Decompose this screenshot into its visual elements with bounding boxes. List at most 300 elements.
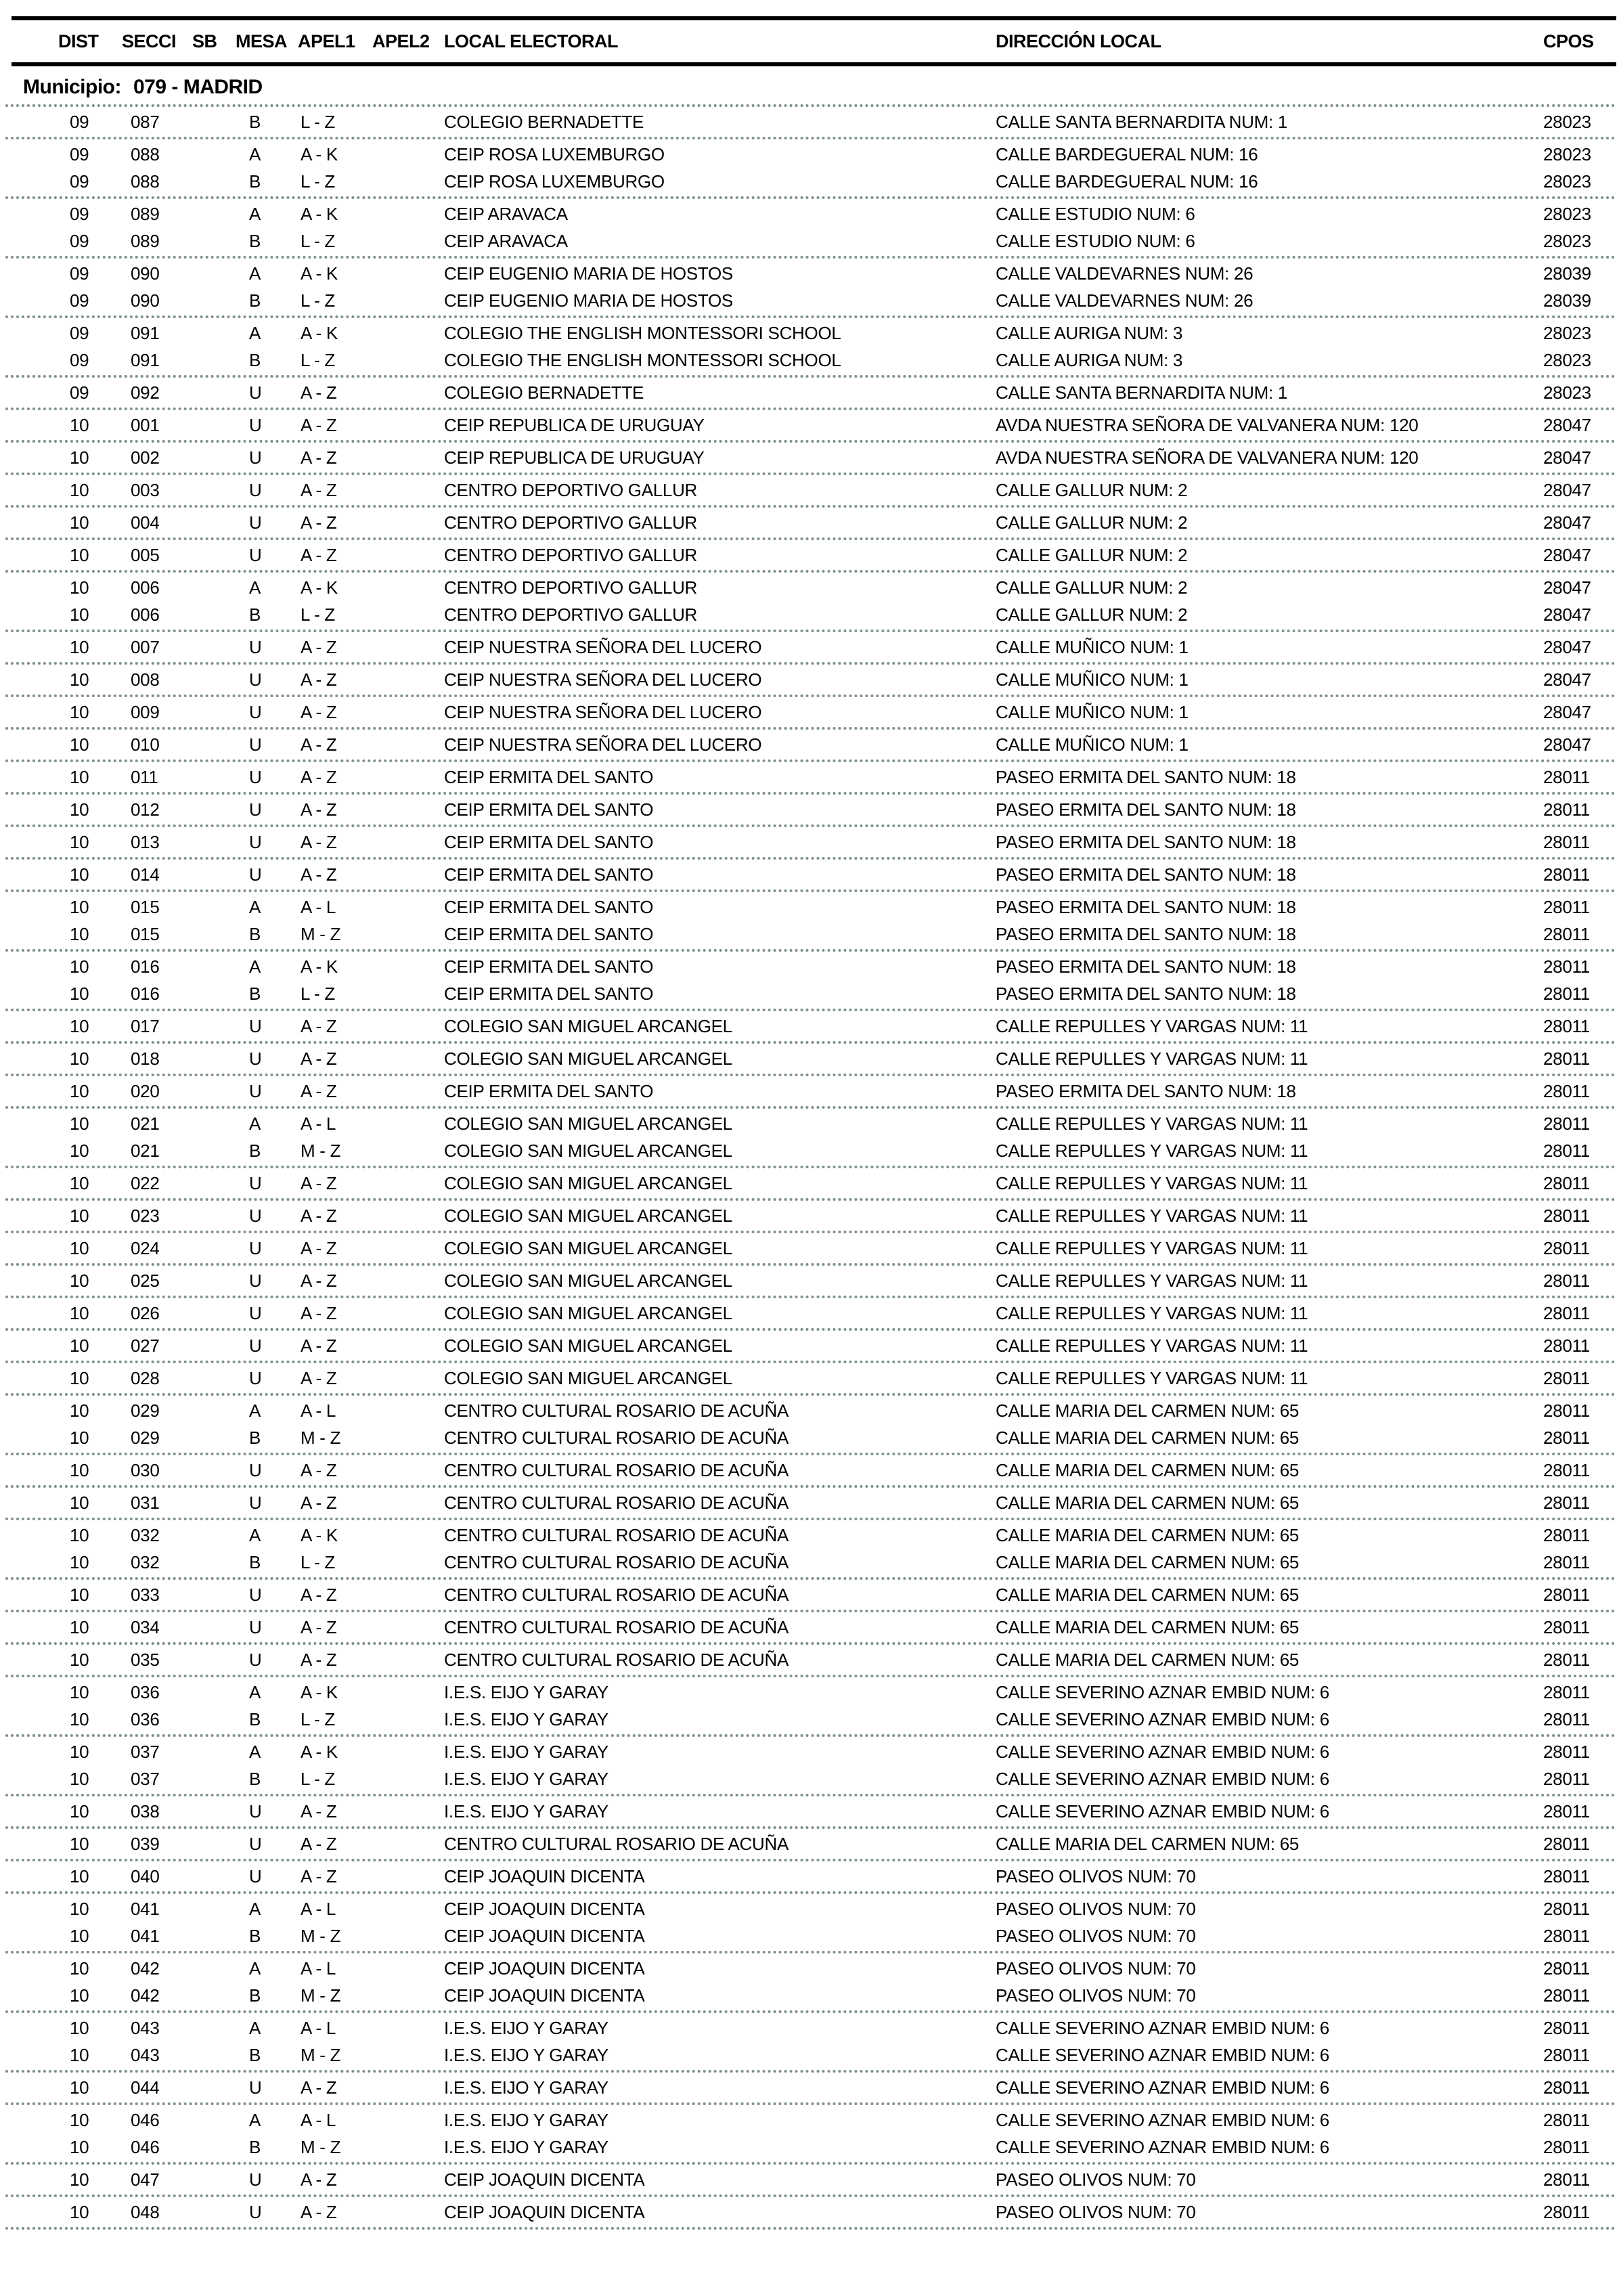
table-row xyxy=(5,2014,1616,2041)
cell-apel1: A - Z xyxy=(301,1585,337,1605)
cell-dist: 10 xyxy=(70,1525,89,1545)
cell-direccion: CALLE MARIA DEL CARMEN NUM: 65 xyxy=(996,1617,1300,1637)
cell-apel2 xyxy=(372,200,444,227)
cell-cpos: 28011 xyxy=(1543,2045,1590,2065)
table-row xyxy=(5,319,1616,347)
cell-sb xyxy=(192,1738,236,1765)
cell-cpos: 28011 xyxy=(1543,1081,1590,1101)
cell-mesa: A xyxy=(249,2110,261,2130)
cell-cpos: 28039 xyxy=(1543,263,1591,284)
cell-mesa: U xyxy=(249,1493,262,1513)
cell-apel1: A - Z xyxy=(301,1493,337,1513)
cell-cpos: 28047 xyxy=(1543,637,1591,657)
cell-dist: 10 xyxy=(70,2110,89,2130)
cell-direccion: CALLE GALLUR NUM: 2 xyxy=(996,480,1188,500)
table-row xyxy=(5,1267,1616,1294)
cell-direccion: PASEO OLIVOS NUM: 70 xyxy=(996,2202,1196,2222)
cell-dist: 10 xyxy=(70,447,89,468)
cell-apel2 xyxy=(372,1078,444,1105)
cell-cpos: 28047 xyxy=(1543,415,1591,435)
table-row xyxy=(5,2074,1616,2101)
cell-apel1: A - Z xyxy=(301,480,337,500)
cell-sb xyxy=(192,1646,236,1673)
cell-direccion: PASEO ERMITA DEL SANTO NUM: 18 xyxy=(996,864,1296,885)
table-row xyxy=(5,1581,1616,1608)
cell-cpos: 28023 xyxy=(1543,323,1591,343)
cell-apel1: A - Z xyxy=(301,832,337,852)
cell-secci: 037 xyxy=(131,1769,160,1789)
cell-direccion: CALLE REPULLES Y VARGAS NUM: 11 xyxy=(996,1368,1308,1388)
table-row xyxy=(5,542,1616,569)
cell-apel1: A - Z xyxy=(301,1335,337,1356)
section-group xyxy=(5,795,1616,827)
section-group xyxy=(5,107,1616,139)
municipio-label: Municipio: xyxy=(23,76,121,98)
cell-local: COLEGIO BERNADETTE xyxy=(444,382,644,403)
cell-local: CENTRO DEPORTIVO GALLUR xyxy=(444,577,698,598)
cell-dist: 10 xyxy=(70,512,89,533)
table-row xyxy=(5,412,1616,439)
cell-secci: 036 xyxy=(131,1682,160,1702)
cell-secci: 015 xyxy=(131,897,160,917)
cell-secci: 018 xyxy=(131,1048,160,1069)
row-spacer xyxy=(5,634,58,661)
cell-apel1: A - Z xyxy=(301,1866,337,1886)
cell-apel1: A - Z xyxy=(301,2169,337,2190)
section-group xyxy=(5,139,1616,199)
cell-direccion: CALLE BARDEGUERAL NUM: 16 xyxy=(996,171,1258,192)
row-spacer xyxy=(5,1646,58,1673)
section-group xyxy=(5,508,1616,540)
section-group xyxy=(5,1645,1616,1677)
cell-cpos: 28011 xyxy=(1543,1016,1590,1036)
cell-apel2 xyxy=(372,1738,444,1765)
column-header-direccion: DIRECCIÓN LOCAL xyxy=(996,30,1161,51)
cell-apel1: A - Z xyxy=(301,447,337,468)
cell-cpos: 28047 xyxy=(1543,604,1591,625)
cell-local: COLEGIO SAN MIGUEL ARCANGEL xyxy=(444,1016,732,1036)
cell-secci: 025 xyxy=(131,1271,160,1291)
cell-cpos: 28011 xyxy=(1543,956,1590,977)
cell-local: CEIP JOAQUIN DICENTA xyxy=(444,1866,645,1886)
cell-apel1: L - Z xyxy=(301,290,335,311)
cell-local: CEIP ERMITA DEL SANTO xyxy=(444,897,654,917)
cell-secci: 088 xyxy=(131,171,160,192)
cell-sb xyxy=(192,2166,236,2193)
cell-mesa: U xyxy=(249,1303,262,1323)
cell-sb xyxy=(192,1202,236,1229)
cell-apel2 xyxy=(372,1581,444,1608)
row-spacer xyxy=(5,2041,58,2069)
cell-dist: 10 xyxy=(70,897,89,917)
cell-cpos: 28011 xyxy=(1543,1552,1590,1572)
table-row xyxy=(5,1137,1616,1164)
cell-secci: 021 xyxy=(131,1141,160,1161)
cell-sb xyxy=(192,953,236,980)
cell-dist: 10 xyxy=(70,1335,89,1356)
cell-apel2 xyxy=(372,893,444,921)
cell-direccion: CALLE MARIA DEL CARMEN NUM: 65 xyxy=(996,1650,1300,1670)
row-spacer xyxy=(5,1202,58,1229)
cell-apel1: A - Z xyxy=(301,1460,337,1480)
cell-cpos: 28011 xyxy=(1543,1335,1590,1356)
table-row xyxy=(5,1830,1616,1857)
cell-secci: 033 xyxy=(131,1585,160,1605)
cell-cpos: 28011 xyxy=(1543,984,1590,1004)
table-row xyxy=(5,921,1616,948)
cell-secci: 043 xyxy=(131,2018,160,2038)
section-group xyxy=(5,1044,1616,1076)
cell-dist: 10 xyxy=(70,2077,89,2098)
section-group xyxy=(5,952,1616,1011)
cell-direccion: CALLE REPULLES Y VARGAS NUM: 11 xyxy=(996,1238,1308,1258)
cell-local: CEIP NUESTRA SEÑORA DEL LUCERO xyxy=(444,702,762,722)
table-row xyxy=(5,1110,1616,1137)
cell-mesa: B xyxy=(249,1141,261,1161)
cell-dist: 10 xyxy=(70,577,89,598)
cell-mesa: A xyxy=(249,1400,261,1421)
cell-sb xyxy=(192,319,236,347)
cell-secci: 041 xyxy=(131,1899,160,1919)
table-row xyxy=(5,2134,1616,2161)
cell-mesa: U xyxy=(249,864,262,885)
cell-apel2 xyxy=(372,542,444,569)
cell-cpos: 28011 xyxy=(1543,1368,1590,1388)
cell-mesa: B xyxy=(249,1428,261,1448)
table-row xyxy=(5,1300,1616,1327)
cell-dist: 09 xyxy=(70,290,89,311)
cell-local: I.E.S. EIJO Y GARAY xyxy=(444,2018,608,2038)
table-row xyxy=(5,574,1616,601)
cell-dist: 10 xyxy=(70,734,89,755)
cell-apel2 xyxy=(372,1798,444,1825)
cell-local: CENTRO DEPORTIVO GALLUR xyxy=(444,604,698,625)
cell-apel1: A - L xyxy=(301,897,336,917)
cell-local: I.E.S. EIJO Y GARAY xyxy=(444,2137,608,2157)
cell-sb xyxy=(192,1045,236,1072)
table-row xyxy=(5,509,1616,536)
row-spacer xyxy=(5,319,58,347)
cell-dist: 10 xyxy=(70,2137,89,2157)
cell-apel1: L - Z xyxy=(301,112,335,132)
cell-local: CENTRO CULTURAL ROSARIO DE ACUÑA xyxy=(444,1493,789,1513)
cell-secci: 020 xyxy=(131,1081,160,1101)
cell-apel2 xyxy=(372,1895,444,1922)
table-row xyxy=(5,1982,1616,2009)
row-spacer xyxy=(5,1457,58,1484)
cell-secci: 032 xyxy=(131,1525,160,1545)
cell-apel1: A - L xyxy=(301,2110,336,2130)
row-spacer xyxy=(5,1614,58,1641)
cell-local: CEIP NUESTRA SEÑORA DEL LUCERO xyxy=(444,637,762,657)
cell-mesa: B xyxy=(249,1985,261,2006)
row-spacer xyxy=(5,477,58,504)
cell-local: I.E.S. EIJO Y GARAY xyxy=(444,2077,608,2098)
row-spacer xyxy=(5,141,58,168)
table-row xyxy=(5,666,1616,693)
cell-mesa: A xyxy=(249,1525,261,1545)
cell-mesa: U xyxy=(249,2169,262,2190)
cell-apel1: A - K xyxy=(301,956,338,977)
cell-local: CEIP ERMITA DEL SANTO xyxy=(444,984,654,1004)
row-spacer xyxy=(5,980,58,1007)
cell-direccion: CALLE GALLUR NUM: 2 xyxy=(996,604,1188,625)
cell-apel2 xyxy=(372,796,444,823)
row-spacer xyxy=(5,200,58,227)
section-group xyxy=(5,1612,1616,1645)
section-group xyxy=(5,827,1616,860)
row-spacer xyxy=(5,1137,58,1164)
cell-mesa: B xyxy=(249,2045,261,2065)
section-group xyxy=(5,632,1616,665)
cell-sb xyxy=(192,412,236,439)
cell-dist: 10 xyxy=(70,637,89,657)
row-spacer xyxy=(5,287,58,314)
cell-secci: 042 xyxy=(131,1958,160,1979)
cell-apel2 xyxy=(372,1830,444,1857)
cell-dist: 10 xyxy=(70,1650,89,1670)
cell-mesa: U xyxy=(249,545,262,565)
cell-sb xyxy=(192,601,236,628)
cell-local: COLEGIO THE ENGLISH MONTESSORI SCHOOL xyxy=(444,350,841,370)
cell-sb xyxy=(192,168,236,195)
cell-direccion: PASEO ERMITA DEL SANTO NUM: 18 xyxy=(996,924,1296,944)
cell-local: CEIP ROSA LUXEMBURGO xyxy=(444,144,665,164)
cell-local: COLEGIO SAN MIGUEL ARCANGEL xyxy=(444,1335,732,1356)
cell-local: CEIP ERMITA DEL SANTO xyxy=(444,799,654,820)
cell-secci: 006 xyxy=(131,604,160,625)
cell-direccion: CALLE SEVERINO AZNAR EMBID NUM: 6 xyxy=(996,2137,1329,2157)
cell-cpos: 28011 xyxy=(1543,1271,1590,1291)
cell-mesa: U xyxy=(249,1238,262,1258)
cell-cpos: 28047 xyxy=(1543,545,1591,565)
cell-mesa: U xyxy=(249,2202,262,2222)
cell-dist: 10 xyxy=(70,1428,89,1448)
cell-direccion: CALLE SEVERINO AZNAR EMBID NUM: 6 xyxy=(996,1801,1329,1822)
section-group xyxy=(5,540,1616,573)
cell-direccion: PASEO ERMITA DEL SANTO NUM: 18 xyxy=(996,832,1296,852)
section-group xyxy=(5,1861,1616,1894)
cell-sb xyxy=(192,796,236,823)
cell-cpos: 28011 xyxy=(1543,1173,1590,1193)
cell-cpos: 28011 xyxy=(1543,864,1590,885)
cell-sb xyxy=(192,1549,236,1576)
cell-direccion: PASEO ERMITA DEL SANTO NUM: 18 xyxy=(996,897,1296,917)
cell-sb xyxy=(192,1522,236,1549)
cell-mesa: U xyxy=(249,480,262,500)
column-header-secci: SECCI xyxy=(122,30,177,51)
cell-dist: 10 xyxy=(70,1206,89,1226)
cell-direccion: CALLE SEVERINO AZNAR EMBID NUM: 6 xyxy=(996,2018,1329,2038)
cell-dist: 10 xyxy=(70,924,89,944)
cell-sb xyxy=(192,1137,236,1164)
cell-cpos: 28011 xyxy=(1543,1985,1590,2006)
cell-mesa: B xyxy=(249,924,261,944)
row-spacer xyxy=(5,1830,58,1857)
cell-cpos: 28047 xyxy=(1543,669,1591,690)
section-group xyxy=(5,259,1616,318)
cell-local: CEIP JOAQUIN DICENTA xyxy=(444,1958,645,1979)
column-header-apel1: APEL1 xyxy=(298,30,355,51)
cell-direccion: PASEO OLIVOS NUM: 70 xyxy=(996,2169,1196,2190)
section-group xyxy=(5,2197,1616,2230)
row-spacer xyxy=(5,1013,58,1040)
cell-mesa: A xyxy=(249,263,261,284)
cell-sb xyxy=(192,227,236,255)
cell-dist: 10 xyxy=(70,604,89,625)
cell-cpos: 28011 xyxy=(1543,1958,1590,1979)
cell-sb xyxy=(192,2014,236,2041)
cell-dist: 10 xyxy=(70,1016,89,1036)
cell-apel1: A - Z xyxy=(301,669,337,690)
row-spacer xyxy=(5,1955,58,1982)
cell-cpos: 28011 xyxy=(1543,2110,1590,2130)
cell-dist: 10 xyxy=(70,1834,89,1854)
cell-dist: 10 xyxy=(70,2169,89,2190)
table-row xyxy=(5,379,1616,406)
cell-sb xyxy=(192,1013,236,1040)
cell-mesa: A xyxy=(249,956,261,977)
cell-local: I.E.S. EIJO Y GARAY xyxy=(444,2045,608,2065)
cell-apel2 xyxy=(372,1110,444,1137)
table-row xyxy=(5,1202,1616,1229)
cell-local: COLEGIO SAN MIGUEL ARCANGEL xyxy=(444,1238,732,1258)
row-spacer xyxy=(5,1798,58,1825)
cell-dist: 10 xyxy=(70,1866,89,1886)
cell-mesa: U xyxy=(249,702,262,722)
cell-direccion: CALLE REPULLES Y VARGAS NUM: 11 xyxy=(996,1206,1308,1226)
cell-local: CENTRO DEPORTIVO GALLUR xyxy=(444,545,698,565)
cell-cpos: 28011 xyxy=(1543,1428,1590,1448)
cell-sb xyxy=(192,477,236,504)
cell-cpos: 28011 xyxy=(1543,1834,1590,1854)
cell-cpos: 28011 xyxy=(1543,1493,1590,1513)
cell-direccion: CALLE SEVERINO AZNAR EMBID NUM: 6 xyxy=(996,2110,1329,2130)
cell-apel1: A - Z xyxy=(301,1206,337,1226)
cell-apel1: A - K xyxy=(301,323,338,343)
cell-direccion: CALLE SANTA BERNARDITA NUM: 1 xyxy=(996,112,1288,132)
cell-apel2 xyxy=(372,1300,444,1327)
row-spacer xyxy=(5,1365,58,1392)
cell-secci: 001 xyxy=(131,415,160,435)
section-group xyxy=(5,1488,1616,1520)
cell-local: CENTRO CULTURAL ROSARIO DE ACUÑA xyxy=(444,1428,789,1448)
row-spacer xyxy=(5,699,58,726)
municipio-row xyxy=(5,66,1616,107)
cell-local: CENTRO DEPORTIVO GALLUR xyxy=(444,512,698,533)
cell-local: CEIP NUESTRA SEÑORA DEL LUCERO xyxy=(444,669,762,690)
cell-apel1: A - Z xyxy=(301,734,337,755)
column-header-dist: DIST xyxy=(58,30,99,51)
cell-apel2 xyxy=(372,1013,444,1040)
cell-dist: 10 xyxy=(70,702,89,722)
cell-secci: 024 xyxy=(131,1238,160,1258)
cell-sb xyxy=(192,1955,236,1982)
section-group xyxy=(5,410,1616,443)
cell-direccion: CALLE MARIA DEL CARMEN NUM: 65 xyxy=(996,1525,1300,1545)
cell-dist: 09 xyxy=(70,323,89,343)
row-spacer xyxy=(5,2074,58,2101)
cell-dist: 10 xyxy=(70,1617,89,1637)
cell-cpos: 28047 xyxy=(1543,512,1591,533)
cell-apel2 xyxy=(372,1863,444,1890)
cell-secci: 090 xyxy=(131,290,160,311)
cell-apel1: A - Z xyxy=(301,382,337,403)
cell-direccion: CALLE ESTUDIO NUM: 6 xyxy=(996,204,1195,224)
cell-sb xyxy=(192,1679,236,1706)
cell-sb xyxy=(192,1863,236,1890)
table-row xyxy=(5,2166,1616,2193)
cell-local: CEIP EUGENIO MARIA DE HOSTOS xyxy=(444,263,733,284)
cell-sb xyxy=(192,699,236,726)
cell-direccion: PASEO ERMITA DEL SANTO NUM: 18 xyxy=(996,799,1296,820)
cell-cpos: 28011 xyxy=(1543,1113,1590,1134)
row-spacer xyxy=(5,1235,58,1262)
cell-dist: 10 xyxy=(70,1238,89,1258)
cell-mesa: B xyxy=(249,171,261,192)
cell-dist: 10 xyxy=(70,1682,89,1702)
cell-cpos: 28011 xyxy=(1543,1650,1590,1670)
table-row xyxy=(5,1045,1616,1072)
cell-mesa: B xyxy=(249,1709,261,1729)
cell-apel1: L - Z xyxy=(301,350,335,370)
cell-mesa: U xyxy=(249,637,262,657)
cell-mesa: B xyxy=(249,984,261,1004)
section-group xyxy=(5,860,1616,892)
row-spacer xyxy=(5,1397,58,1424)
cell-sb xyxy=(192,893,236,921)
cell-dist: 09 xyxy=(70,204,89,224)
cell-secci: 048 xyxy=(131,2202,160,2222)
cell-sb xyxy=(192,1457,236,1484)
cell-dist: 10 xyxy=(70,1958,89,1979)
cell-mesa: U xyxy=(249,832,262,852)
cell-secci: 092 xyxy=(131,382,160,403)
cell-dist: 10 xyxy=(70,1742,89,1762)
cell-sb xyxy=(192,1332,236,1359)
cell-dist: 09 xyxy=(70,144,89,164)
cell-cpos: 28011 xyxy=(1543,1048,1590,1069)
cell-sb xyxy=(192,2106,236,2134)
table-row xyxy=(5,796,1616,823)
table-row xyxy=(5,634,1616,661)
cell-direccion: CALLE GALLUR NUM: 2 xyxy=(996,512,1188,533)
cell-sb xyxy=(192,2074,236,2101)
cell-local: COLEGIO BERNADETTE xyxy=(444,112,644,132)
cell-apel1: A - Z xyxy=(301,1617,337,1637)
cell-apel1: A - Z xyxy=(301,1048,337,1069)
cell-sb xyxy=(192,1235,236,1262)
cell-secci: 007 xyxy=(131,637,160,657)
cell-apel2 xyxy=(372,1489,444,1516)
cell-mesa: U xyxy=(249,799,262,820)
cell-sb xyxy=(192,1830,236,1857)
table-row xyxy=(5,347,1616,374)
cell-apel2 xyxy=(372,1765,444,1792)
table-row xyxy=(5,829,1616,856)
cell-sb xyxy=(192,2199,236,2226)
cell-local: CEIP JOAQUIN DICENTA xyxy=(444,1985,645,2006)
section-group xyxy=(5,1953,1616,2013)
cell-direccion: CALLE VALDEVARNES NUM: 26 xyxy=(996,290,1254,311)
cell-dist: 10 xyxy=(70,1585,89,1605)
cell-apel1: A - K xyxy=(301,1525,338,1545)
cell-mesa: A xyxy=(249,204,261,224)
cell-secci: 036 xyxy=(131,1709,160,1729)
cell-mesa: U xyxy=(249,1866,262,1886)
cell-sb xyxy=(192,921,236,948)
cell-apel1: A - Z xyxy=(301,1368,337,1388)
